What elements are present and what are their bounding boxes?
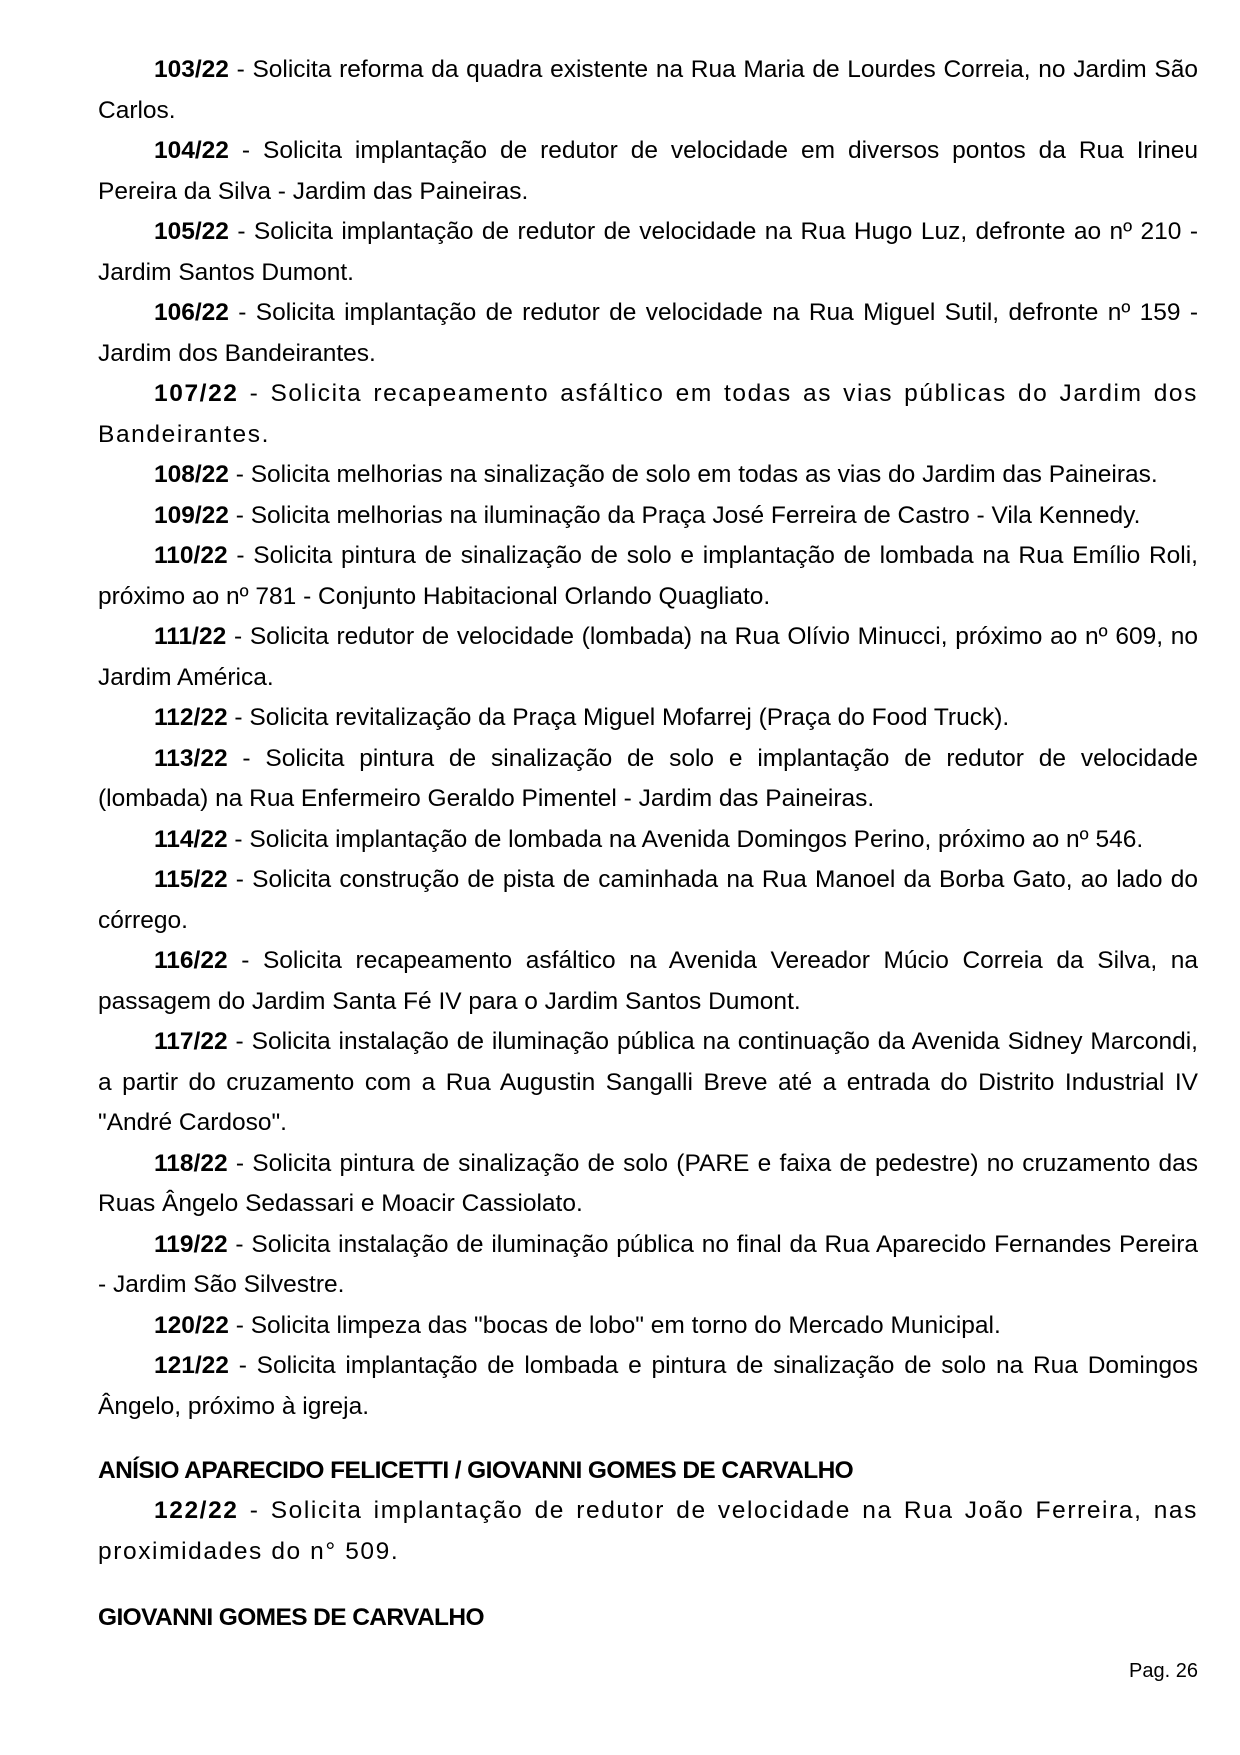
section-heading: ANÍSIO APARECIDO FELICETTI / GIOVANNI GOMES DE CARVALHO	[98, 1457, 854, 1484]
list-item	[98, 374, 1198, 455]
item-text: - Solicita implantação de redutor de velocidade na Rua João Ferreira, nas proximidades do n° 509.	[98, 1497, 1198, 1565]
item-text: - Solicita melhorias na sinalização de solo em todas as vias do Jardim das Paineiras.	[228, 461, 1158, 488]
page-number: Pag. 26	[1129, 1660, 1198, 1682]
item-text: - Solicita pintura de sinalização de solo e implantação de lombada na Rua Emílio Roli, próximo ao nº 781 - Conjunto Habitacional Orlando Quagliato.	[98, 542, 1198, 610]
item-text: - Solicita recapeamento asfáltico em todas as vias públicas do Jardim dos Bandeirantes.	[98, 380, 1198, 448]
item-number: 121/22	[154, 1352, 229, 1379]
list-item	[98, 1491, 1198, 1572]
document-page	[98, 50, 1198, 1632]
item-number: 110/22	[154, 542, 228, 569]
item-text: - Solicita redutor de velocidade (lombada) na Rua Olívio Minucci, próximo ao nº 609, no Jardim América.	[98, 623, 1198, 691]
item-number: 112/22	[154, 704, 228, 731]
list-item	[98, 617, 1198, 698]
item-text: - Solicita construção de pista de caminhada na Rua Manoel da Borba Gato, ao lado do córrego.	[98, 866, 1198, 934]
list-item	[98, 739, 1198, 820]
list-item	[98, 1346, 1198, 1427]
item-number: 113/22	[154, 744, 228, 772]
item-number: 116/22	[154, 947, 228, 974]
list-item	[98, 820, 1198, 861]
item-number: 105/22	[154, 218, 229, 245]
item-number: 118/22	[154, 1149, 228, 1177]
list-item	[98, 293, 1198, 374]
item-text: - Solicita implantação de redutor de velocidade na Rua Hugo Luz, defronte ao nº 210 - Jardim Santos Dumont.	[98, 218, 1198, 286]
list-item	[98, 941, 1198, 1022]
list-item	[98, 1225, 1198, 1306]
item-number: 111/22	[154, 623, 227, 650]
item-text: - Solicita revitalização da Praça Miguel Mofarrej (Praça do Food Truck).	[227, 704, 1010, 731]
item-number: 122/22	[154, 1497, 239, 1524]
item-number: 109/22	[154, 501, 229, 529]
item-number: 108/22	[154, 461, 229, 488]
item-text: - Solicita reforma da quadra existente na Rua Maria de Lourdes Correia, no Jardim São Carlos.	[98, 56, 1198, 124]
items-group-2	[98, 1491, 1198, 1572]
list-item	[98, 860, 1198, 941]
section-heading: GIOVANNI GOMES DE CARVALHO	[98, 1604, 484, 1631]
item-text: - Solicita implantação de lombada na Avenida Domingos Perino, próximo ao nº 546.	[227, 825, 1144, 853]
item-text: - Solicita recapeamento asfáltico na Avenida Vereador Múcio Correia da Silva, na passagem do Jardim Santa Fé IV para o Jardim Santos Dumont.	[98, 947, 1198, 1015]
item-number: 106/22	[154, 299, 229, 326]
item-number: 107/22	[154, 380, 239, 407]
item-text: - Solicita pintura de sinalização de solo (PARE e faixa de pedestre) no cruzamento das Ruas Ângelo Sedassari e Moacir Cassiolato.	[98, 1149, 1198, 1217]
item-number: 120/22	[154, 1311, 229, 1339]
item-text: - Solicita implantação de lombada e pintura de sinalização de solo na Rua Domingos Ângelo, próximo à igreja.	[98, 1352, 1198, 1420]
list-item	[98, 536, 1198, 617]
item-number: 104/22	[154, 137, 229, 164]
items-group-1	[98, 50, 1198, 1427]
item-number: 103/22	[154, 56, 229, 83]
list-item	[98, 131, 1198, 212]
item-text: - Solicita limpeza das "bocas de lobo" em torno do Mercado Municipal.	[228, 1311, 1001, 1339]
item-number: 115/22	[154, 866, 228, 893]
item-text: - Solicita implantação de redutor de velocidade em diversos pontos da Rua Irineu Pereira da Silva - Jardim das Paineiras.	[98, 137, 1198, 205]
item-number: 114/22	[154, 825, 228, 853]
list-item	[98, 698, 1198, 739]
list-item	[98, 212, 1198, 293]
item-text: - Solicita implantação de redutor de velocidade na Rua Miguel Sutil, defronte nº 159 - Jardim dos Bandeirantes.	[98, 299, 1198, 367]
item-text: - Solicita instalação de iluminação pública na continuação da Avenida Sidney Marcondi, a partir do cruzamento com a Rua Augustin Sangalli Breve até a entrada do Distrito Industrial IV "André Cardoso".	[98, 1028, 1198, 1136]
item-number: 117/22	[154, 1028, 228, 1055]
item-text: - Solicita pintura de sinalização de solo e implantação de redutor de velocidade (lombada) na Rua Enfermeiro Geraldo Pimentel - Jardim das Paineiras.	[98, 744, 1198, 812]
item-text: - Solicita instalação de iluminação pública no final da Rua Aparecido Fernandes Pereira - Jardim São Silvestre.	[98, 1230, 1198, 1298]
item-number: 119/22	[154, 1230, 228, 1258]
item-text: - Solicita melhorias na iluminação da Praça José Ferreira de Castro - Vila Kennedy.	[228, 501, 1141, 529]
list-item	[98, 1306, 1198, 1347]
list-item	[98, 455, 1198, 496]
list-item	[98, 1022, 1198, 1144]
list-item	[98, 50, 1198, 131]
list-item	[98, 496, 1198, 537]
list-item	[98, 1144, 1198, 1225]
